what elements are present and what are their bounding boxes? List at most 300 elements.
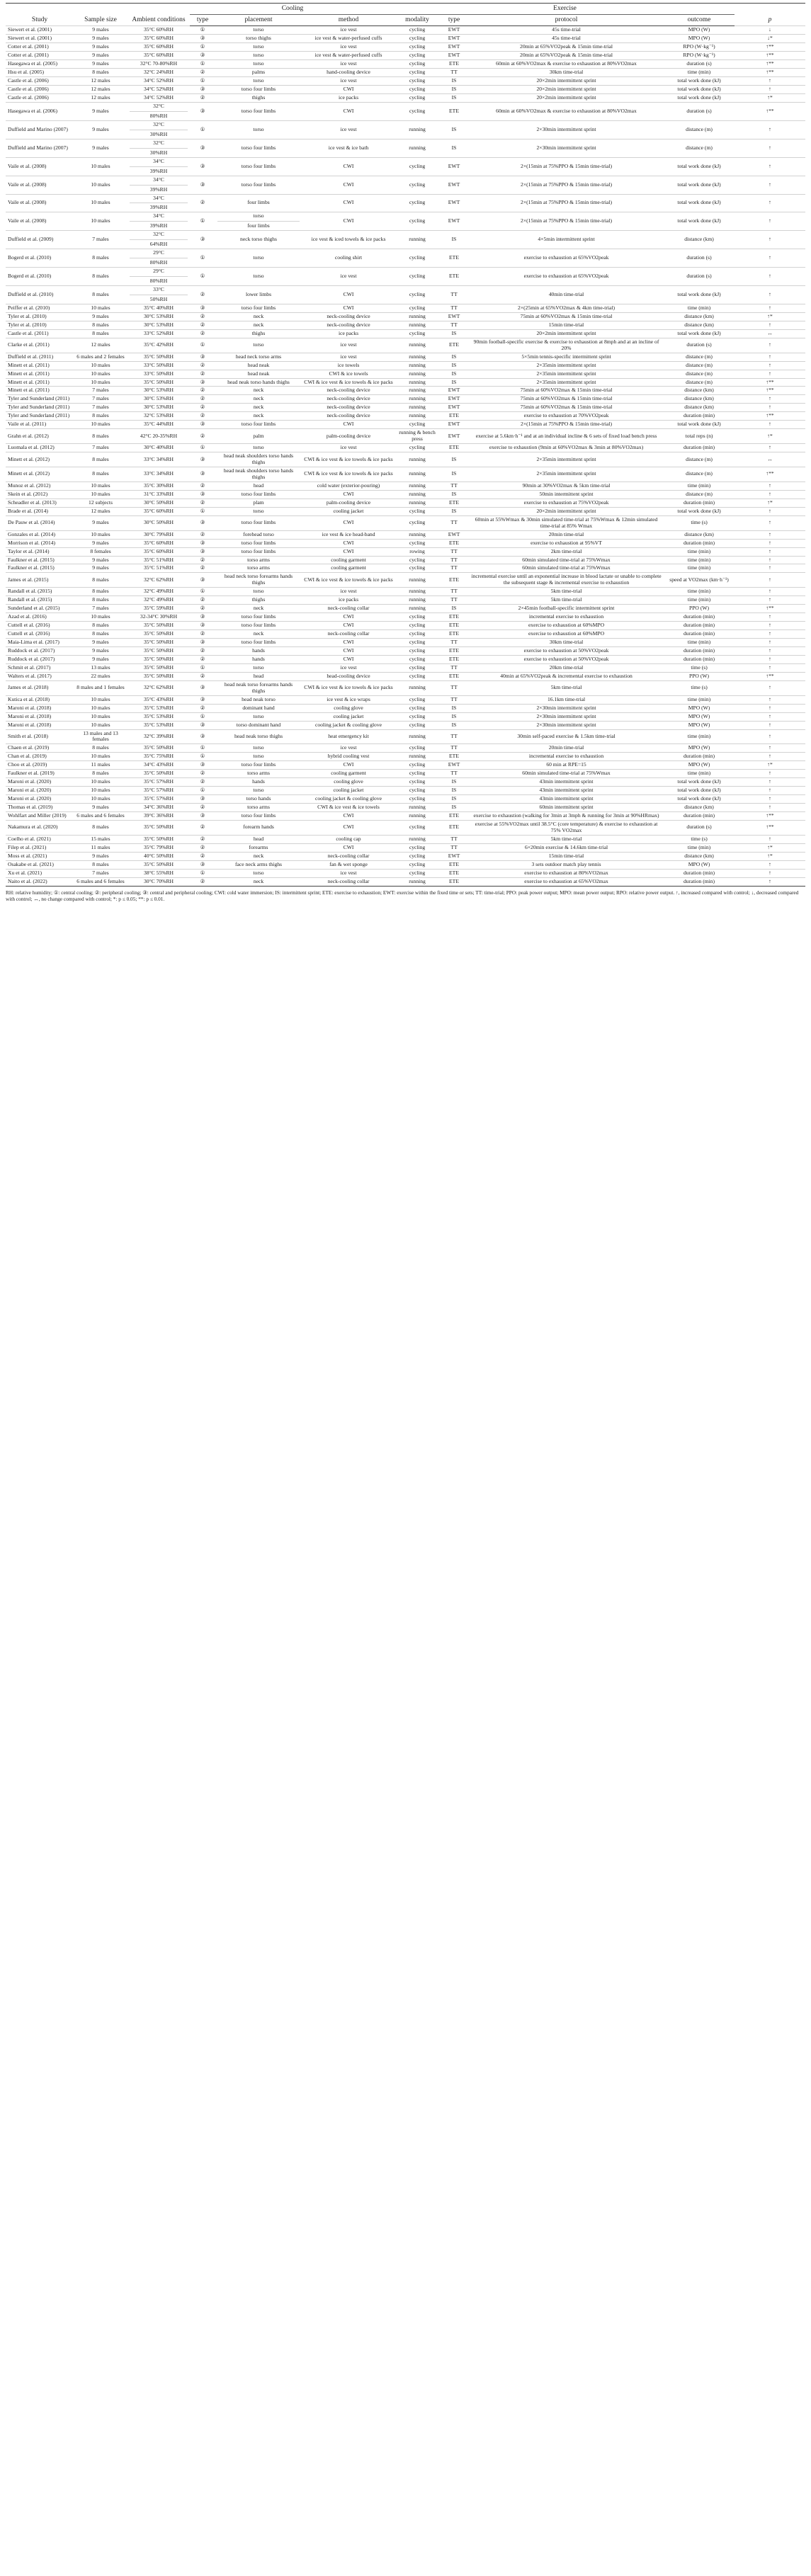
cell-method: CWI (302, 286, 395, 304)
cell-type: ② (190, 704, 215, 712)
cell-cond: 34°C 52%RH (127, 94, 190, 103)
cell-study: Wohlfart and Miller (2019) (6, 812, 74, 821)
cell-method: cooling shirt (302, 249, 395, 268)
cell-place: torso (215, 444, 302, 452)
cell-sample: 9 males (74, 52, 127, 60)
cell-cond (127, 120, 190, 139)
table-row (6, 843, 805, 852)
cell-study: Tyler et al. (2010) (6, 321, 74, 329)
cell-p: ↑ (735, 860, 805, 869)
cell-mod: running (395, 729, 439, 744)
cell-method: ice vest (302, 663, 395, 672)
cell-type: ② (190, 778, 215, 787)
cond-part: 32°C (153, 120, 164, 127)
table-row (6, 412, 805, 421)
cell-method: CWI (302, 421, 395, 429)
cell-sample: 12 males (74, 94, 127, 103)
cell-p: ↑ (735, 639, 805, 647)
cell-mod: cycling (395, 444, 439, 452)
table-row (6, 507, 805, 515)
cell-p: ↑** (735, 102, 805, 120)
cell-method: cold water (exterior-pouring) (302, 481, 395, 490)
cell-protocol: exercise to exhaustion (9min at 60%VO2max & 3min at 80%VO2max) (469, 444, 664, 452)
cell-outcome: time (min) (664, 588, 735, 596)
cell-place: torso four limbs (215, 812, 302, 821)
cell-cond: 32°C 24%RH (127, 69, 190, 77)
table-row (6, 729, 805, 744)
cell-method: cooling jacket (302, 507, 395, 515)
cell-protocol: 45s time-trial (469, 26, 664, 35)
cell-sample: 10 males (74, 695, 127, 704)
cell-type: ③ (190, 304, 215, 312)
cell-sample: 8 males (74, 268, 127, 286)
cell-outcome: total work done (kJ) (664, 94, 735, 103)
cell-etype: IS (439, 721, 469, 729)
cell-method: neck-cooling collar (302, 877, 395, 886)
cond-part: 29°C (153, 249, 164, 256)
cell-cond: 30°C 70%RH (127, 877, 190, 886)
cell-place: plam (215, 498, 302, 507)
cell-outcome: time (min) (664, 843, 735, 852)
cell-p: ↑ (735, 787, 805, 795)
cell-place: torso four limbs (215, 547, 302, 556)
cell-cond (127, 102, 190, 120)
table-row (6, 556, 805, 564)
cell-sample: 9 males (74, 515, 127, 530)
cell-study: Naito et al. (2022) (6, 877, 74, 886)
table-row (6, 672, 805, 680)
cond-part: 50%RH (130, 295, 188, 303)
cond-part: 64%RH (130, 239, 188, 248)
cell-cond: 35°C 75%RH (127, 753, 190, 761)
cell-sample: 13 males (74, 663, 127, 672)
cell-type: ② (190, 655, 215, 663)
cell-sample: 22 males (74, 672, 127, 680)
cell-outcome: time (min) (664, 69, 735, 77)
cell-method: heat emergency kit (302, 729, 395, 744)
table-footnote: RH: relative humidity; ①: central cooling; ②: peripheral cooling; ③: central and peripheral cooling; CWI: cold water immersion; IS: intermittent sprint; ETE: exercise to exhaustion; EWT: exercise within the fixed time or sets; TT: time-trial; PPO: peak power output; MPO: mean power output; RPO: relative power output. ↑, increased compared with control; ↓, decreased compared with control; ↔, no change compared with control; *: p ≤ 0.05; **: p ≤ 0.01. (6, 889, 799, 903)
cell-protocol: exercise to exhaustion (walking for 3min at 3mph & running for 3min at 90%HRmax) (469, 812, 664, 821)
cell-cond: 35°C 53%RH (127, 704, 190, 712)
cell-mod: cycling (395, 69, 439, 77)
table-row (6, 387, 805, 395)
cell-p: ↑ (735, 613, 805, 622)
cell-outcome: time (min) (664, 564, 735, 573)
cell-cond: 35°C 50%RH (127, 639, 190, 647)
cell-mod: cycling (395, 43, 439, 52)
cell-cond: 30°C 40%RH (127, 444, 190, 452)
cell-cond: 32°C 70-80%RH (127, 60, 190, 69)
cell-mod: running (395, 596, 439, 605)
cell-cond: 30°C 53%RH (127, 404, 190, 412)
cell-sample: 6 males and 2 females (74, 353, 127, 361)
cell-outcome: total work done (kJ) (664, 778, 735, 787)
cell-protocol: 2×35min intermittent sprint (469, 370, 664, 378)
cell-sample: 10 males (74, 370, 127, 378)
cell-p: ↑** (735, 69, 805, 77)
cell-etype: TT (439, 515, 469, 530)
cell-cond: 35°C 60%RH (127, 507, 190, 515)
cell-p: ↑** (735, 52, 805, 60)
cell-outcome: MPO (W) (664, 704, 735, 712)
cell-method: ice vest & ice wraps (302, 695, 395, 704)
cell-place: torso arms (215, 804, 302, 812)
cell-protocol: 20×2min intermittent sprint (469, 507, 664, 515)
cell-outcome: duration (min) (664, 869, 735, 877)
cell-etype: EWT (439, 761, 469, 770)
cell-method: CWI (302, 622, 395, 630)
cell-etype: IS (439, 704, 469, 712)
cell-cond: 35°C 50%RH (127, 672, 190, 680)
cell-place: torso four limbs (215, 421, 302, 429)
cell-mod: running (395, 378, 439, 387)
cell-p: ↓ (735, 26, 805, 35)
cell-protocol: exercise to exhaustion at 65%VO2peak (469, 268, 664, 286)
cell-p: ↑ (735, 481, 805, 490)
cell-place: torso four limbs (215, 157, 302, 176)
cell-mod: cycling (395, 556, 439, 564)
cell-etype: IS (439, 378, 469, 387)
cell-type: ② (190, 596, 215, 605)
cell-outcome: total work done (kJ) (664, 77, 735, 86)
cell-sample: 9 males (74, 43, 127, 52)
cell-place: neck (215, 412, 302, 421)
cell-method: CWI (302, 194, 395, 212)
cell-p: ↑* (735, 498, 805, 507)
cond-part: 34°C (153, 194, 164, 201)
cell-place: palm (215, 429, 302, 444)
cell-p: ↑ (735, 744, 805, 753)
cell-protocol: 2×(15min at 75%PPO & 15min time-trial) (469, 212, 664, 231)
cell-mod: cycling (395, 77, 439, 86)
cell-type: ② (190, 329, 215, 338)
cell-type: ① (190, 744, 215, 753)
cell-cond: 35°C 50%RH (127, 770, 190, 778)
table-row (6, 877, 805, 886)
cell-type: ② (190, 404, 215, 412)
cell-mod: cycling (395, 821, 439, 836)
cell-sample: 8 males (74, 630, 127, 639)
cell-mod: running (395, 481, 439, 490)
cell-place: neck (215, 404, 302, 412)
table-row (6, 286, 805, 304)
cell-sample: 8 males (74, 770, 127, 778)
cell-protocol: 90min football-specific exercise & exercise to exhaustion at 8mph and at an incline of 20% (469, 338, 664, 353)
cell-method: cooling glove (302, 704, 395, 712)
cell-outcome: distance (km) (664, 804, 735, 812)
cell-etype: IS (439, 452, 469, 467)
cell-study: Schmit et al. (2017) (6, 663, 74, 672)
cell-protocol: 60min simulated time-trial at 75%Wmax (469, 564, 664, 573)
cell-protocol: 60 min at RPE=15 (469, 761, 664, 770)
cell-method: cooling glove (302, 778, 395, 787)
cell-outcome: MPO (W) (664, 35, 735, 43)
cell-p: ↑** (735, 43, 805, 52)
cell-method: CWI & ice vest & ice towels & ice packs (302, 573, 395, 588)
cell-sample: 8 males (74, 622, 127, 630)
cell-mod: cycling (395, 26, 439, 35)
cell-p: ↑ (735, 194, 805, 212)
cell-type: ② (190, 194, 215, 212)
cell-place: dominant hand (215, 704, 302, 712)
cell-method: CWI (302, 102, 395, 120)
cell-p: ↑ (735, 680, 805, 695)
cell-etype: TT (439, 695, 469, 704)
cell-sample: 9 males (74, 539, 127, 547)
table-row (6, 630, 805, 639)
cell-sample: 8 males (74, 429, 127, 444)
cell-outcome: distance (m) (664, 353, 735, 361)
cell-type: ② (190, 530, 215, 539)
cell-etype: EWT (439, 387, 469, 395)
cell-p: ↑ (735, 622, 805, 630)
cell-etype: IS (439, 787, 469, 795)
cell-mod: running (395, 395, 439, 404)
cell-sample: 12 subjects (74, 498, 127, 507)
cell-study: Minett et al. (2012) (6, 452, 74, 467)
cell-method: CWI (302, 304, 395, 312)
cell-p: ↑ (735, 869, 805, 877)
cell-place: neck torso thighs (215, 231, 302, 249)
cell-mod: cycling (395, 249, 439, 268)
cell-study: Cuttell et al. (2016) (6, 630, 74, 639)
cell-p: ↑ (735, 556, 805, 564)
cell-p: ↑ (735, 507, 805, 515)
cell-method: cooling jacket & cooling glove (302, 721, 395, 729)
cell-etype: ETE (439, 249, 469, 268)
cell-p: ↑ (735, 770, 805, 778)
cell-protocol: 5×5min tennis-specific intermittent sprint (469, 353, 664, 361)
cell-sample: 8 males (74, 596, 127, 605)
cell-type: ① (190, 26, 215, 35)
cell-study: Clarke et al. (2011) (6, 338, 74, 353)
cell-sample: 11 males (74, 843, 127, 852)
cell-mod: cycling (395, 860, 439, 869)
cell-method: neck-cooling collar (302, 852, 395, 860)
cell-study: Kutica et al. (2018) (6, 695, 74, 704)
cell-mod: cycling (395, 86, 439, 94)
cell-place: torso hands (215, 795, 302, 804)
cell-place: neck (215, 395, 302, 404)
cell-place: neck (215, 321, 302, 329)
cell-type: ② (190, 835, 215, 843)
cell-etype: ETE (439, 444, 469, 452)
cell-cond: 31°C 33%RH (127, 490, 190, 498)
table-row (6, 249, 805, 268)
cell-type: ③ (190, 231, 215, 249)
cell-mod: running (395, 835, 439, 843)
cell-mod: cycling (395, 770, 439, 778)
cell-sample: 8 males and 1 females (74, 680, 127, 695)
table-row (6, 361, 805, 370)
cell-method: neck-cooling collar (302, 605, 395, 613)
cell-method: ice vest (302, 43, 395, 52)
table-row (6, 86, 805, 94)
cell-mod: cycling (395, 761, 439, 770)
cell-place: torso (215, 869, 302, 877)
table-row (6, 712, 805, 721)
cell-outcome: MPO (W) (664, 712, 735, 721)
cell-protocol: 43min intermittent sprint (469, 787, 664, 795)
cell-protocol: 15min time-trial (469, 852, 664, 860)
cell-sample: 8 males (74, 588, 127, 596)
cell-cond (127, 286, 190, 304)
cell-method: ice vest (302, 120, 395, 139)
cell-protocol: 5km time-trial (469, 588, 664, 596)
cell-place: torso (215, 588, 302, 596)
cell-p: ↑ (735, 877, 805, 886)
cell-sample: 12 males (74, 338, 127, 353)
cell-protocol: 75min at 60%VO2max & 15min time-trial (469, 387, 664, 395)
cell-type: ③ (190, 622, 215, 630)
cell-place: thighs (215, 329, 302, 338)
cell-method: neck-cooling device (302, 312, 395, 321)
table-row (6, 102, 805, 120)
cell-etype: ETE (439, 573, 469, 588)
cond-part: 29°C (153, 268, 164, 275)
cell-study: Castle et al. (2006) (6, 77, 74, 86)
cell-cond: 35°C 50%RH (127, 835, 190, 843)
cell-outcome: distance (km) (664, 395, 735, 404)
cell-mod: cycling (395, 869, 439, 877)
cell-sample: 9 males (74, 312, 127, 321)
cell-etype: ETE (439, 655, 469, 663)
cell-cond: 30°C 53%RH (127, 395, 190, 404)
cell-etype: ETE (439, 622, 469, 630)
cell-etype: IS (439, 77, 469, 86)
cell-type: ② (190, 498, 215, 507)
cell-protocol: 60min at 60%VO2max & exercise to exhaustion at 80%VO2max (469, 60, 664, 69)
cell-p: ↑ (735, 395, 805, 404)
cell-p: ↑ (735, 444, 805, 452)
cell-cond: 35°C 50%RH (127, 663, 190, 672)
cell-study: Hsu et al. (2005) (6, 69, 74, 77)
cell-method: CWI (302, 843, 395, 852)
cell-type: ② (190, 556, 215, 564)
table-row (6, 564, 805, 573)
cell-cond: 35°C 44%RH (127, 421, 190, 429)
cell-p: ↑** (735, 605, 805, 613)
cell-type: ① (190, 120, 215, 139)
cell-place: head neak torso thighs (215, 729, 302, 744)
cell-sample: 9 males (74, 556, 127, 564)
cell-sample: 9 males (74, 60, 127, 69)
cell-sample: 8 males (74, 821, 127, 836)
cell-method: CWI (302, 86, 395, 94)
cell-etype: TT (439, 564, 469, 573)
table-row (6, 338, 805, 353)
table-row (6, 94, 805, 103)
cell-outcome: duration (s) (664, 249, 735, 268)
cell-place: forehead torso (215, 530, 302, 539)
cell-protocol: 2×30min intermittent sprint (469, 120, 664, 139)
cell-etype: TT (439, 547, 469, 556)
cell-protocol: 6×20min exercise & 14.6km time-trial (469, 843, 664, 852)
cell-protocol: 5km time-trial (469, 596, 664, 605)
cell-outcome: duration (min) (664, 812, 735, 821)
cell-method: CWI (302, 821, 395, 836)
cell-protocol: 3 sets outdoor match play tennis (469, 860, 664, 869)
cell-method: CWI & ice vest & ice towels & ice packs (302, 378, 395, 387)
cell-place: head neak torso hands thighs (215, 378, 302, 387)
cell-mod: cycling (395, 304, 439, 312)
cell-mod: cycling (395, 507, 439, 515)
cell-p: ↑ (735, 286, 805, 304)
cell-mod: running (395, 530, 439, 539)
cell-cond (127, 231, 190, 249)
cell-protocol: 20×2min intermittent sprint (469, 329, 664, 338)
cell-outcome: time (s) (664, 835, 735, 843)
cell-p: ↑ (735, 573, 805, 588)
cell-cond: 30°C 50%RH (127, 498, 190, 507)
cell-type: ① (190, 43, 215, 52)
cell-place: torso four limbs (215, 304, 302, 312)
cell-p: ↑ (735, 304, 805, 312)
cell-mod: cycling (395, 268, 439, 286)
cell-study: Nakamura et al. (2020) (6, 821, 74, 836)
cond-part: 34°C (153, 212, 164, 220)
cell-method: ice towels (302, 361, 395, 370)
cell-p: ↑ (735, 77, 805, 86)
cell-method: cooling cap (302, 835, 395, 843)
cell-place: lower limbs (215, 286, 302, 304)
cell-protocol: exercise to exhaustion at 50%VO2peak (469, 655, 664, 663)
cell-etype: ETE (439, 268, 469, 286)
cell-protocol: 30min self-paced exercise & 1.5km time-trial (469, 729, 664, 744)
cell-sample: 10 males (74, 157, 127, 176)
cell-place: forearms (215, 843, 302, 852)
cell-study: Sunderland et al. (2015) (6, 605, 74, 613)
cell-study: Gonzales et al. (2014) (6, 530, 74, 539)
cell-type: ② (190, 69, 215, 77)
cell-outcome: MPO (W) (664, 26, 735, 35)
cell-study: Ruddock et al. (2017) (6, 655, 74, 663)
cell-mod: running (395, 312, 439, 321)
cell-study: Minett et al. (2011) (6, 370, 74, 378)
cell-p: ↑** (735, 60, 805, 69)
cell-study: Duffield et al. (2010) (6, 286, 74, 304)
cell-cond: 32°C 62%RH (127, 573, 190, 588)
table-row (6, 695, 805, 704)
cell-sample: 10 males (74, 481, 127, 490)
cell-type: ① (190, 77, 215, 86)
cell-sample: 10 males (74, 721, 127, 729)
cell-etype: TT (439, 596, 469, 605)
cell-mod: cycling (395, 639, 439, 647)
cell-sample: 8 females (74, 547, 127, 556)
cell-type: ③ (190, 721, 215, 729)
table-row (6, 467, 805, 482)
cell-method: cooling garment (302, 770, 395, 778)
cell-protocol: 20min at 65%VO2peak & 15min time-trial (469, 43, 664, 52)
cell-method: cooling garment (302, 556, 395, 564)
cell-study: Moss et al. (2021) (6, 852, 74, 860)
table-row (6, 573, 805, 588)
cell-place: forearm hands (215, 821, 302, 836)
cell-sample: 7 males (74, 869, 127, 877)
cell-study: Cotter et al. (2001) (6, 43, 74, 52)
cell-mod: cycling (395, 176, 439, 194)
cell-mod: cycling (395, 421, 439, 429)
cell-protocol: 30km time-trial (469, 639, 664, 647)
cell-type: ③ (190, 52, 215, 60)
cell-method: cooling jacket (302, 712, 395, 721)
table-row (6, 321, 805, 329)
cell-cond (127, 139, 190, 157)
cell-cond: 38°C 55%RH (127, 869, 190, 877)
cell-place: hands (215, 655, 302, 663)
cell-place: head neak (215, 361, 302, 370)
